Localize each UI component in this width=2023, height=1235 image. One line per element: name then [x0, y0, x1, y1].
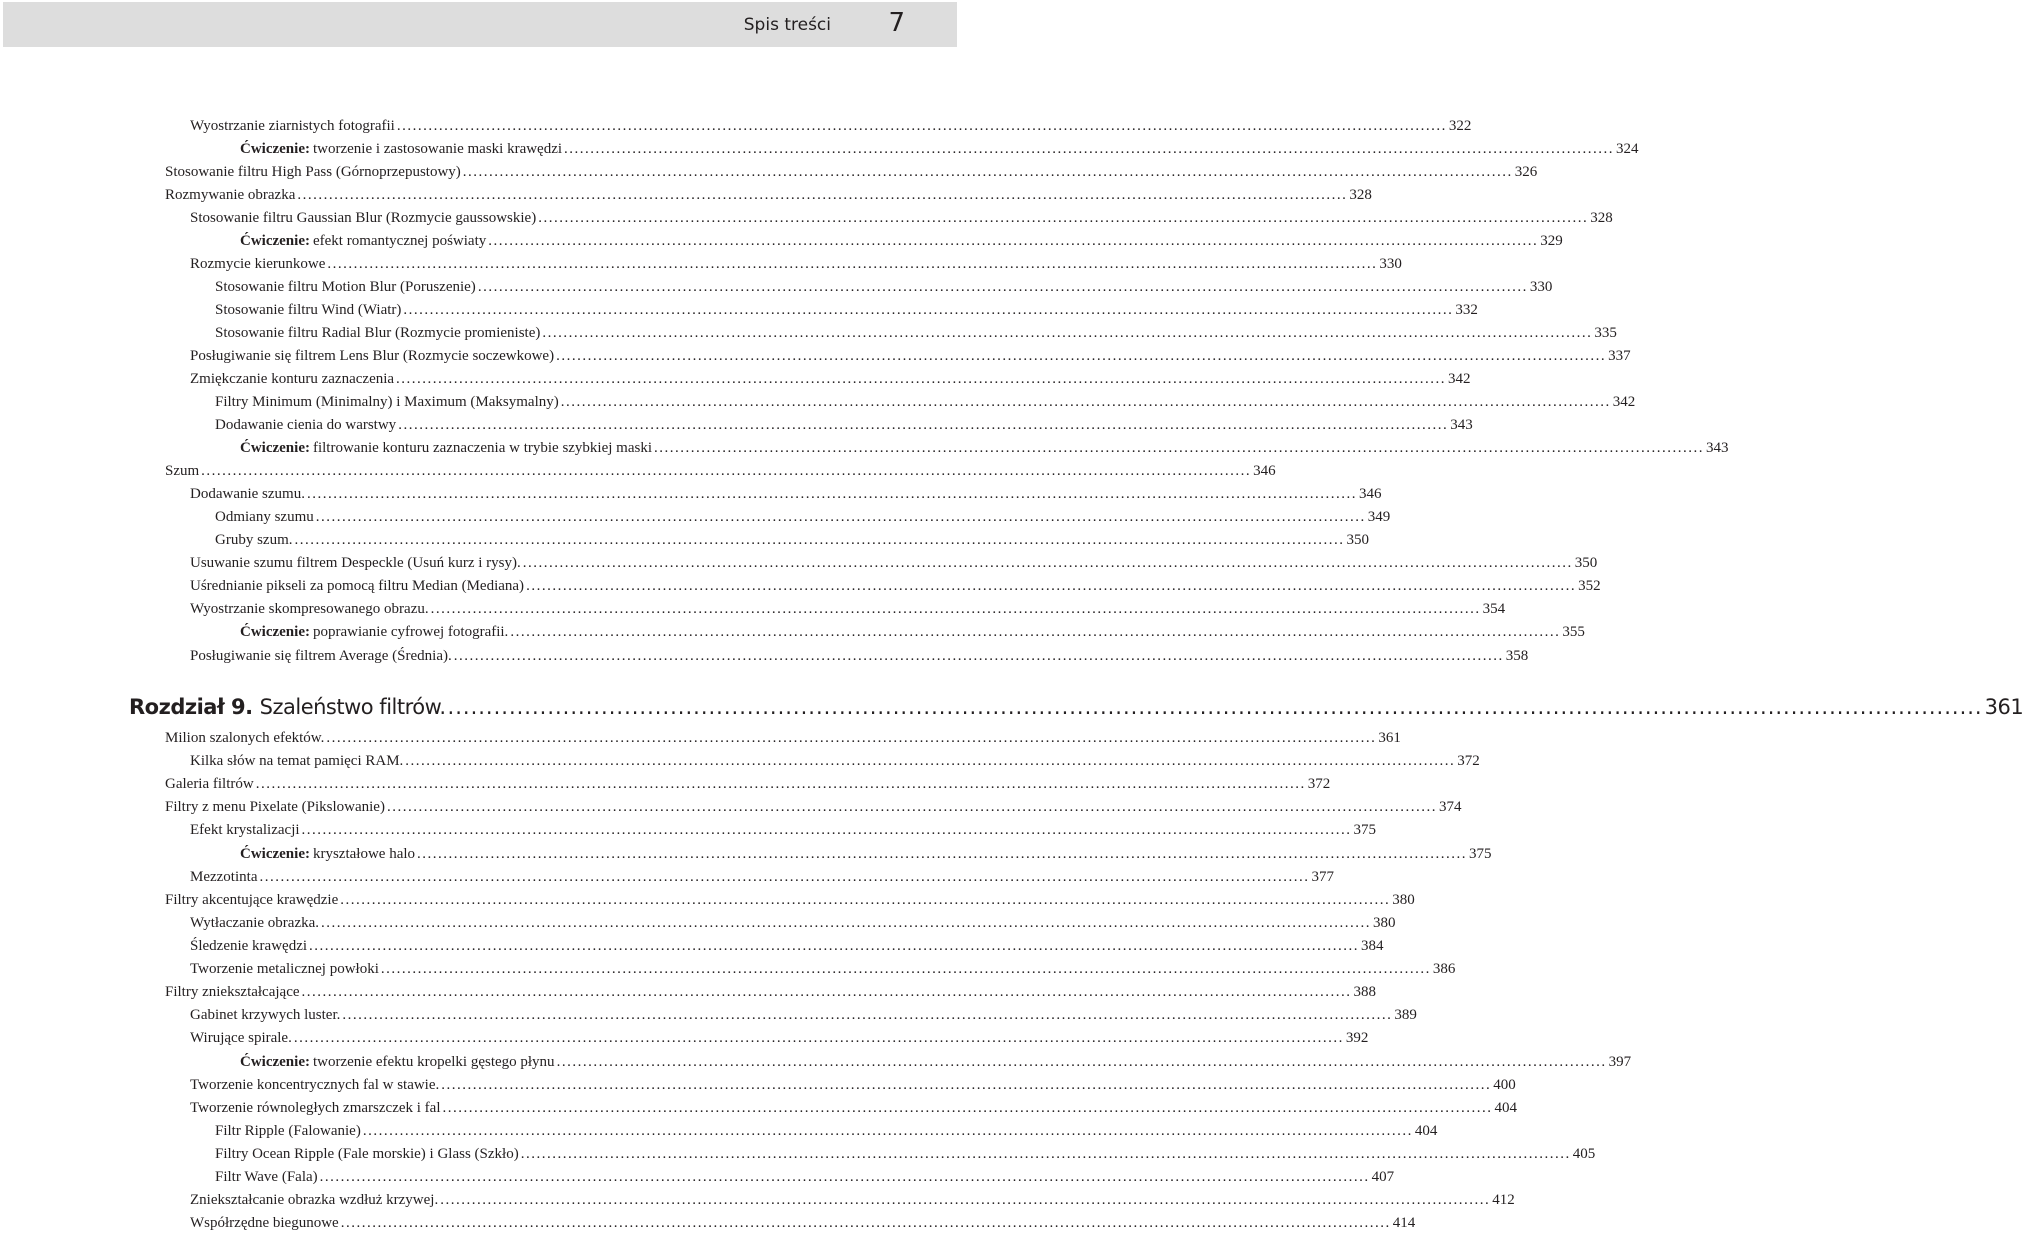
toc-entry[interactable]: Odmiany szumu ........................................................................................................................................................................................................ 349	[215, 506, 832, 528]
dot-leader: ........................................................................................................................................................................................................	[255, 776, 1306, 792]
dot-leader: ........................................................................................................................................................................................................	[386, 799, 1437, 815]
dot-leader: ........................................................................................................................................................................................................	[556, 348, 1607, 364]
exercise-label: Ćwiczenie:	[240, 233, 310, 249]
page-number: 330	[1529, 279, 1553, 295]
toc-entry[interactable]: Mezzotinta ........................................................................................................................................................................................................ 377	[190, 866, 832, 888]
exercise-label: Ćwiczenie:	[240, 624, 310, 640]
toc-entry[interactable]: Wyostrzanie skompresowanego obrazu. ........................................................................................................................................................................................................ 354	[190, 598, 832, 620]
exercise-label: Ćwiczenie:	[240, 846, 310, 862]
page-number: 414	[1392, 1215, 1416, 1231]
dot-leader: ........................................................................................................................................................................................................	[259, 869, 1310, 885]
dot-leader: ........................................................................................................................................................................................................	[342, 1007, 1393, 1023]
page-number: 407	[1371, 1169, 1395, 1185]
dot-leader: ........................................................................................................................................................................................................	[453, 648, 1504, 664]
dot-leader: ........................................................................................................................................................................................................	[380, 961, 1431, 977]
chapter-title: Szaleństwo filtrów.	[259, 695, 446, 719]
toc-entry[interactable]: Gabinet krzywych luster. ........................................................................................................................................................................................................ 389	[190, 1004, 832, 1026]
toc-entry[interactable]: Dodawanie cienia do warstwy ........................................................................................................................................................................................................ 343	[215, 414, 832, 436]
page-number: 352	[1578, 578, 1601, 594]
page-number: 404	[1494, 1100, 1517, 1116]
dot-leader: ........................................................................................................................................................................................................	[542, 325, 1593, 341]
dot-leader: ........................................................................................................................................................................................................	[297, 187, 1348, 203]
page-number: 404	[1414, 1123, 1438, 1139]
dot-leader: ........................................................................................................................................................................................................	[201, 463, 1252, 479]
dot-leader: ........................................................................................................................................................................................................	[327, 256, 1378, 272]
page-number: 346	[1358, 486, 1382, 502]
page-number: 372	[1457, 753, 1480, 769]
dot-leader: ........................................................................................................................................................................................................	[340, 892, 1391, 908]
page-number: 380	[1373, 915, 1396, 931]
dot-leader: ........................................................................................................................................................................................................	[340, 1215, 1391, 1231]
page-number: 380	[1392, 892, 1415, 908]
page-number: 324	[1616, 141, 1639, 157]
chapter-page-number: 361	[1984, 695, 2023, 719]
dot-leader: ........................................................................................................................................................................................................	[477, 279, 1528, 295]
dot-leader: ........................................................................................................................................................................................................	[556, 1054, 1607, 1070]
dot-leader: ........................................................................................................................................................................................................	[488, 233, 1539, 249]
toc-entry[interactable]: Usuwanie szumu filtrem Despeckle (Usuń kurz i rysy). ........................................................................................................................................................................................................ 350	[190, 552, 832, 574]
page-number: 412	[1492, 1192, 1515, 1208]
toc-entry[interactable]: Stosowanie filtru Motion Blur (Poruszenie) ........................................................................................................................................................................................................ 330	[215, 276, 832, 298]
toc-entry[interactable]: Tworzenie równoległych zmarszczek i fal ........................................................................................................................................................................................................ 404	[190, 1097, 832, 1119]
dot-leader: ........................................................................................................................................................................................................	[526, 578, 1577, 594]
toc-entry[interactable]: Ćwiczenie: kryształowe halo ........................................................................................................................................................................................................ 375	[240, 843, 832, 865]
toc-entry[interactable]: Ćwiczenie: tworzenie i zastosowanie maski krawędzi ........................................................................................................................................................................................................ 324	[240, 138, 832, 160]
toc-entry[interactable]: Galeria filtrów ........................................................................................................................................................................................................ 372	[165, 773, 832, 795]
dot-leader: ........................................................................................................................................................................................................	[430, 601, 1481, 617]
exercise-label: Ćwiczenie:	[240, 1054, 310, 1070]
toc-entry[interactable]: Stosowanie filtru Radial Blur (Rozmycie promieniste) ........................................................................................................................................................................................................ 335	[215, 322, 832, 344]
page-number: 361	[1378, 730, 1401, 746]
toc-entry[interactable]: Tworzenie metalicznej powłoki ........................................................................................................................................................................................................ 386	[190, 958, 832, 980]
toc-entry[interactable]: Wyostrzanie ziarnistych fotografii ........................................................................................................................................................................................................ 322	[190, 115, 832, 137]
dot-leader: ........................................................................................................................................................................................................	[321, 915, 1372, 931]
page-number: 342	[1448, 371, 1471, 387]
toc-entry[interactable]: Gruby szum. ........................................................................................................................................................................................................ 350	[215, 529, 832, 551]
toc-entry[interactable]: Ćwiczenie: filtrowanie konturu zaznaczenia w trybie szybkiej maski ........................................................................................................................................................................................................ 343	[240, 437, 832, 459]
page-number: 322	[1448, 118, 1472, 134]
header-title: Spis treści	[743, 15, 831, 35]
dot-leader: ........................................................................................................................................................................................................	[447, 695, 1983, 719]
page-number: 332	[1455, 302, 1478, 318]
page-number: 328	[1349, 187, 1372, 203]
toc-entry[interactable]: Szum ........................................................................................................................................................................................................ 346	[165, 460, 832, 482]
toc-entry[interactable]: Wirujące spirale. ........................................................................................................................................................................................................ 392	[190, 1027, 832, 1049]
page-number: 342	[1612, 394, 1636, 410]
dot-leader: ........................................................................................................................................................................................................	[520, 1146, 1571, 1162]
dot-leader: ........................................................................................................................................................................................................	[442, 1100, 1493, 1116]
page-number: 335	[1594, 325, 1617, 341]
page-number: 343	[1706, 440, 1729, 456]
toc-entry[interactable]: Filtry Minimum (Minimalny) i Maximum (Maksymalny) ........................................................................................................................................................................................................ 342	[215, 391, 832, 413]
dot-leader: ........................................................................................................................................................................................................	[538, 210, 1589, 226]
page-number: 372	[1307, 776, 1331, 792]
dot-leader: ........................................................................................................................................................................................................	[396, 118, 1447, 134]
toc-entry[interactable]: Filtry zniekształcające ........................................................................................................................................................................................................ 388	[165, 981, 832, 1003]
dot-leader: ........................................................................................................................................................................................................	[362, 1123, 1413, 1139]
toc-entry[interactable]: Filtry Ocean Ripple (Fale morskie) i Glass (Szkło) ........................................................................................................................................................................................................ 405	[215, 1143, 832, 1165]
toc-entry[interactable]: Milion szalonych efektów. ........................................................................................................................................................................................................ 361	[165, 727, 832, 749]
page-number: 343	[1450, 417, 1473, 433]
dot-leader: ........................................................................................................................................................................................................	[654, 440, 1705, 456]
page-number: 326	[1514, 164, 1538, 180]
toc-entry[interactable]: Kilka słów na temat pamięci RAM. ........................................................................................................................................................................................................ 372	[190, 750, 832, 772]
page-number: 388	[1353, 984, 1377, 1000]
dot-leader: ........................................................................................................................................................................................................	[522, 555, 1573, 571]
page-number: 374	[1438, 799, 1462, 815]
dot-leader: ........................................................................................................................................................................................................	[326, 730, 1377, 746]
toc-entry[interactable]: Stosowanie filtru High Pass (Górnoprzepustowy) ........................................................................................................................................................................................................ 326	[165, 161, 832, 183]
dot-leader: ........................................................................................................................................................................................................	[396, 371, 1447, 387]
page-number: 392	[1345, 1030, 1369, 1046]
toc-entry[interactable]: Filtr Ripple (Falowanie) ........................................................................................................................................................................................................ 404	[215, 1120, 832, 1142]
page-number: 337	[1608, 348, 1631, 364]
toc-entry[interactable]: Filtry akcentujące krawędzie ........................................................................................................................................................................................................ 380	[165, 889, 832, 911]
header-page-number: 7	[888, 8, 905, 38]
page-number: 329	[1540, 233, 1563, 249]
dot-leader: ........................................................................................................................................................................................................	[398, 417, 1449, 433]
page-number: 349	[1367, 509, 1391, 525]
dot-leader: ........................................................................................................................................................................................................	[315, 509, 1366, 525]
toc-entry[interactable]: Wytłaczanie obrazka. ........................................................................................................................................................................................................ 380	[190, 912, 832, 934]
toc-entry[interactable]: Ćwiczenie: tworzenie efektu kropelki gęstego płynu ........................................................................................................................................................................................................ 397	[240, 1051, 832, 1073]
dot-leader: ........................................................................................................................................................................................................	[293, 1030, 1344, 1046]
chapter-label: Rozdział 9.	[129, 695, 253, 719]
dot-leader: ........................................................................................................................................................................................................	[319, 1169, 1370, 1185]
chapter-heading[interactable]	[129, 692, 2023, 722]
toc-entry[interactable]: Rozmywanie obrazka ........................................................................................................................................................................................................ 328	[165, 184, 832, 206]
dot-leader: ........................................................................................................................................................................................................	[301, 822, 1352, 838]
toc-entry[interactable]: Ćwiczenie: efekt romantycznej poświaty ........................................................................................................................................................................................................ 329	[240, 230, 832, 252]
exercise-label: Ćwiczenie:	[240, 141, 310, 157]
toc-entry[interactable]: Dodawanie szumu. ........................................................................................................................................................................................................ 346	[190, 483, 832, 505]
page-number: 350	[1346, 532, 1369, 548]
dot-leader: ........................................................................................................................................................................................................	[462, 164, 1513, 180]
toc-entry[interactable]: Ćwiczenie: poprawianie cyfrowej fotografii. ........................................................................................................................................................................................................ 355	[240, 621, 832, 643]
toc-entry[interactable]: Zmiękczanie konturu zaznaczenia ........................................................................................................................................................................................................ 342	[190, 368, 832, 390]
dot-leader: ........................................................................................................................................................................................................	[309, 938, 1360, 954]
dot-leader: ........................................................................................................................................................................................................	[403, 302, 1454, 318]
toc-entry[interactable]: Filtr Wave (Fala) ........................................................................................................................................................................................................ 407	[215, 1166, 832, 1188]
toc-entry[interactable]: Uśrednianie pikseli za pomocą filtru Median (Mediana) ........................................................................................................................................................................................................ 352	[190, 575, 832, 597]
page-number: 354	[1482, 601, 1506, 617]
page-number: 400	[1493, 1077, 1516, 1093]
dot-leader: ........................................................................................................................................................................................................	[441, 1077, 1492, 1093]
page-number: 328	[1590, 210, 1613, 226]
toc-entry[interactable]: Efekt krystalizacji ........................................................................................................................................................................................................ 375	[190, 819, 832, 841]
page-number: 384	[1361, 938, 1384, 954]
exercise-label: Ćwiczenie:	[240, 440, 310, 456]
dot-leader: ........................................................................................................................................................................................................	[510, 624, 1561, 640]
page-number: 389	[1394, 1007, 1417, 1023]
dot-leader: ........................................................................................................................................................................................................	[405, 753, 1456, 769]
toc-entry[interactable]: Zniekształcanie obrazka wzdłuż krzywej. ........................................................................................................................................................................................................ 412	[190, 1189, 832, 1211]
toc-entry[interactable]: Stosowanie filtru Wind (Wiatr) ........................................................................................................................................................................................................ 332	[215, 299, 832, 321]
page-number: 358	[1505, 648, 1529, 664]
dot-leader: ........................................................................................................................................................................................................	[301, 984, 1352, 1000]
page-number: 386	[1432, 961, 1456, 977]
page-number: 375	[1353, 822, 1377, 838]
dot-leader: ........................................................................................................................................................................................................	[564, 141, 1615, 157]
page-number: 377	[1311, 869, 1334, 885]
toc-entry[interactable]: Filtry z menu Pixelate (Pikslowanie) ........................................................................................................................................................................................................ 374	[165, 796, 832, 818]
dot-leader: ........................................................................................................................................................................................................	[306, 486, 1357, 502]
dot-leader: ........................................................................................................................................................................................................	[560, 394, 1611, 410]
dot-leader: ........................................................................................................................................................................................................	[294, 532, 1345, 548]
page-header	[3, 2, 957, 47]
toc-entry[interactable]: Współrzędne biegunowe ........................................................................................................................................................................................................ 414	[190, 1212, 832, 1234]
toc-entry[interactable]: Posługiwanie się filtrem Average (Średnia). ........................................................................................................................................................................................................ 358	[190, 645, 832, 667]
page-number: 375	[1469, 846, 1492, 862]
page-number: 346	[1253, 463, 1276, 479]
toc-entry[interactable]: Tworzenie koncentrycznych fal w stawie. ........................................................................................................................................................................................................ 400	[190, 1074, 832, 1096]
toc-entry[interactable]: Posługiwanie się filtrem Lens Blur (Rozmycie soczewkowe) ........................................................................................................................................................................................................ 337	[190, 345, 832, 367]
dot-leader: ........................................................................................................................................................................................................	[440, 1192, 1491, 1208]
toc-entry[interactable]: Śledzenie krawędzi ........................................................................................................................................................................................................ 384	[190, 935, 832, 957]
page-number: 397	[1608, 1054, 1632, 1070]
page-number: 355	[1562, 624, 1585, 640]
toc-entry[interactable]: Stosowanie filtru Gaussian Blur (Rozmycie gaussowskie) ........................................................................................................................................................................................................ 328	[190, 207, 832, 229]
toc-entry[interactable]: Rozmycie kierunkowe ........................................................................................................................................................................................................ 330	[190, 253, 832, 275]
page-number: 330	[1379, 256, 1402, 272]
page-number: 350	[1574, 555, 1598, 571]
page-number: 405	[1572, 1146, 1596, 1162]
dot-leader: ........................................................................................................................................................................................................	[417, 846, 1468, 862]
